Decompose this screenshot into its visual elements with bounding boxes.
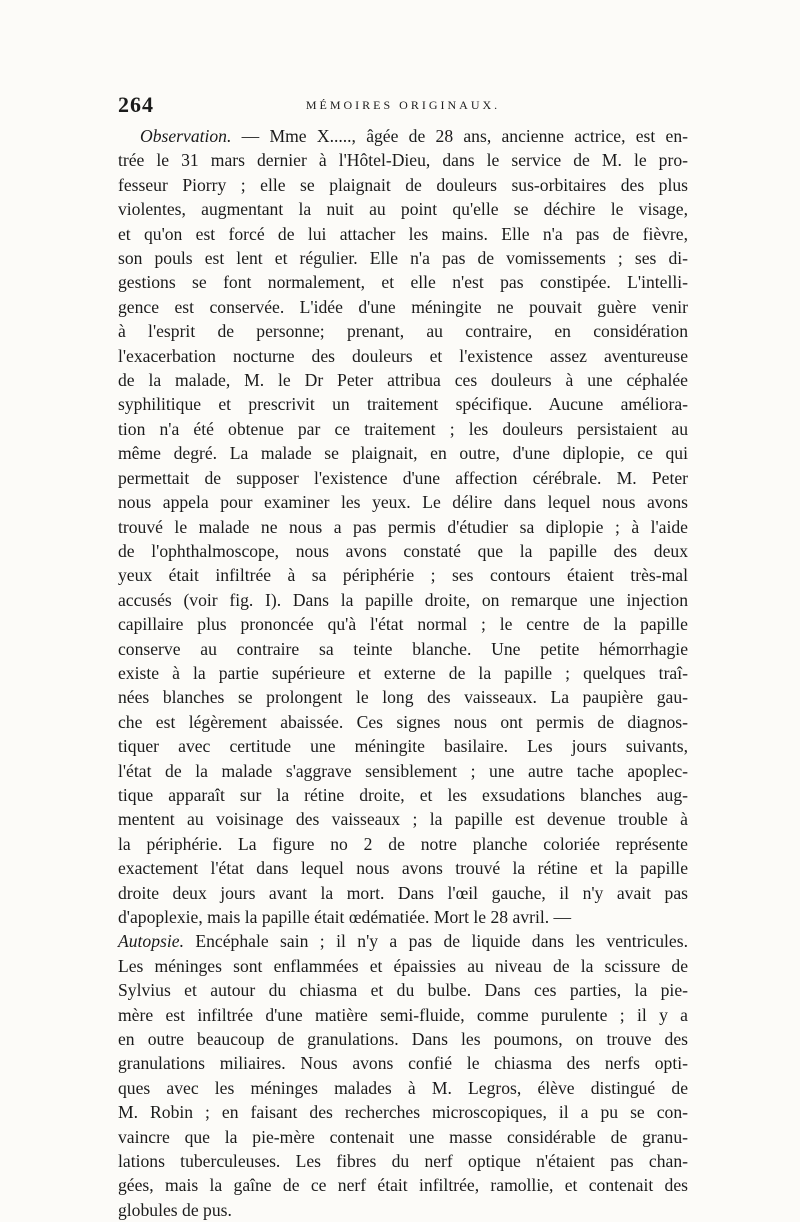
- text-segment: granulations miliaires. Nous avons confié le chiasma des nerfs opti-: [118, 1053, 688, 1074]
- text-segment: de l'ophthalmoscope, nous avons constaté que la papille des deux: [118, 540, 688, 561]
- text-line: [118, 392, 688, 416]
- text-line: [118, 319, 688, 343]
- text-line: [118, 539, 688, 563]
- text-segment: Les méninges sont enflammées et épaissies au niveau de la scissure de: [118, 955, 688, 976]
- body-text: [118, 124, 688, 1222]
- text-line: [118, 417, 688, 441]
- running-title: MÉMOIRES ORIGINAUX.: [305, 98, 501, 112]
- text-line: [118, 368, 688, 392]
- text-line: [118, 1198, 688, 1222]
- text-line: [118, 954, 688, 978]
- text-line: [118, 490, 688, 514]
- text-line: [118, 978, 688, 1002]
- text-segment: trée le 31 mars dernier à l'Hôtel-Dieu, dans le service de M. le pro-: [118, 150, 688, 171]
- text-segment: ques avec les méninges malades à M. Legros, élève distingué de: [118, 1077, 688, 1098]
- text-segment: exactement l'état dans lequel nous avons trouvé la rétine et la papille: [118, 858, 688, 879]
- text-line: [118, 1076, 688, 1100]
- section-label: Autopsie.: [118, 931, 184, 952]
- text-line: [118, 246, 688, 270]
- section-label: Observation.: [140, 126, 232, 146]
- text-segment: tiquer avec certitude une méningite basilaire. Les jours suivants,: [118, 736, 688, 757]
- text-segment: d'apoplexie, mais la papille était œdématiée. Mort le 28 avril. —: [118, 907, 572, 927]
- text-line: [118, 1003, 688, 1027]
- text-segment: son pouls est lent et régulier. Elle n'a pas de vomissements ; ses di-: [118, 248, 688, 269]
- text-line: [118, 466, 688, 490]
- text-line: [118, 270, 688, 294]
- text-segment: à l'esprit de personne; prenant, au contraire, en considération: [118, 321, 688, 342]
- text-segment: globules de pus.: [118, 1199, 232, 1220]
- text-segment: de la malade, M. le Dr Peter attribua ces douleurs à une céphalée: [118, 370, 688, 391]
- text-segment: che est légèrement abaissée. Ces signes nous ont permis de diagnos-: [118, 711, 688, 732]
- text-segment: mère est infiltrée d'une matière semi-fluide, comme purulente ; il y a: [118, 1004, 688, 1025]
- text-line: [118, 685, 688, 709]
- text-segment: trouvé le malade ne nous a pas permis d'étudier sa diplopie ; à l'aide: [118, 516, 688, 537]
- page-number: 264: [118, 92, 154, 117]
- text-segment: fesseur Piorry ; elle se plaignait de douleurs sus-orbitaires des plus: [118, 174, 688, 195]
- text-line: [118, 759, 688, 783]
- text-segment: droite deux jours avant la mort. Dans l'œil gauche, il n'y avait pas: [118, 882, 688, 903]
- text-segment: tique apparaît sur la rétine droite, et les exsudations blanches aug-: [118, 784, 688, 805]
- text-segment: conserve au contraire sa teinte blanche. Une petite hémorrhagie: [118, 638, 688, 659]
- text-segment: l'état de la malade s'aggrave sensiblement ; une autre tache apoplec-: [118, 760, 688, 781]
- text-line: [118, 173, 688, 197]
- text-segment: même degré. La malade se plaignait, en outre, d'une diplopie, ce qui: [118, 443, 688, 464]
- text-segment: gées, mais la gaîne de ce nerf était infiltrée, ramollie, et contenait des: [118, 1175, 688, 1196]
- text-segment: nous appela pour examiner les yeux. Le délire dans lequel nous avons: [118, 492, 688, 513]
- text-line: [118, 661, 688, 685]
- text-segment: — Mme X....., âgée de 28 ans, ancienne actrice, est en-: [231, 126, 688, 146]
- text-segment: gence est conservée. L'idée d'une méningite ne pouvait guère venir: [118, 296, 688, 317]
- text-line: [118, 148, 688, 172]
- text-segment: M. Robin ; en faisant des recherches microscopiques, il a pu se con-: [118, 1102, 688, 1123]
- text-line: [118, 441, 688, 465]
- text-segment: l'exacerbation nocturne des douleurs et l'existence assez aventureuse: [118, 345, 688, 366]
- text-segment: et qu'on est forcé de lui attacher les mains. Elle n'a pas de fièvre,: [118, 223, 688, 244]
- text-line: [118, 222, 688, 246]
- text-line: [118, 1100, 688, 1124]
- text-segment: gestions se font normalement, et elle n'est pas constipée. L'intelli-: [118, 272, 688, 293]
- text-line: [118, 588, 688, 612]
- text-line: [118, 929, 688, 953]
- text-line: [118, 734, 688, 758]
- text-segment: vaincre que la pie-mère contenait une masse considérable de granu-: [118, 1126, 688, 1147]
- text-line: [118, 295, 688, 319]
- text-segment: tion n'a été obtenue par ce traitement ; les douleurs persistaient au: [118, 418, 688, 439]
- text-segment: yeux était infiltrée à sa périphérie ; ses contours étaient très-mal: [118, 565, 688, 586]
- text-segment: nées blanches se prolongent le long des vaisseaux. La paupière gau-: [118, 687, 688, 708]
- text-segment: existe à la partie supérieure et externe de la papille ; quelques traî-: [118, 662, 688, 683]
- text-line: [118, 1149, 688, 1173]
- text-line: [118, 612, 688, 636]
- text-line: [118, 1051, 688, 1075]
- text-segment: la périphérie. La figure no 2 de notre planche coloriée représente: [118, 833, 688, 854]
- text-segment: accusés (voir fig. I). Dans la papille droite, on remarque une injection: [118, 589, 688, 610]
- text-line: [118, 563, 688, 587]
- text-segment: lations tuberculeuses. Les fibres du nerf optique n'étaient pas chan-: [118, 1151, 688, 1172]
- text-line: [118, 1125, 688, 1149]
- text-line: [118, 881, 688, 905]
- text-segment: Sylvius et autour du chiasma et du bulbe. Dans ces parties, la pie-: [118, 980, 688, 1001]
- text-line: [118, 344, 688, 368]
- page-header: [118, 92, 688, 116]
- text-line: [118, 832, 688, 856]
- text-line: [118, 710, 688, 734]
- text-line: [118, 197, 688, 221]
- text-segment: mentent au voisinage des vaisseaux ; la papille est devenue trouble à: [118, 809, 688, 830]
- text-line: [118, 905, 688, 929]
- text-segment: capillaire plus prononcée qu'à l'état normal ; le centre de la papille: [118, 614, 688, 635]
- text-line: [118, 856, 688, 880]
- text-segment: syphilitique et prescrivit un traitement spécifique. Aucune améliora-: [118, 394, 688, 415]
- text-line: [118, 1027, 688, 1051]
- text-segment: violentes, augmentant la nuit au point qu'elle se déchire le visage,: [118, 199, 688, 220]
- text-line: [118, 637, 688, 661]
- text-line: [118, 783, 688, 807]
- text-line: [118, 515, 688, 539]
- text-segment: permettait de supposer l'existence d'une affection cérébrale. M. Peter: [118, 467, 688, 488]
- text-segment: Encéphale sain ; il n'y a pas de liquide dans les ventricules.: [183, 931, 688, 952]
- text-line: [118, 807, 688, 831]
- text-line: [118, 1173, 688, 1197]
- text-segment: en outre beaucoup de granulations. Dans les poumons, on trouve des: [118, 1029, 688, 1050]
- text-line: [118, 124, 688, 148]
